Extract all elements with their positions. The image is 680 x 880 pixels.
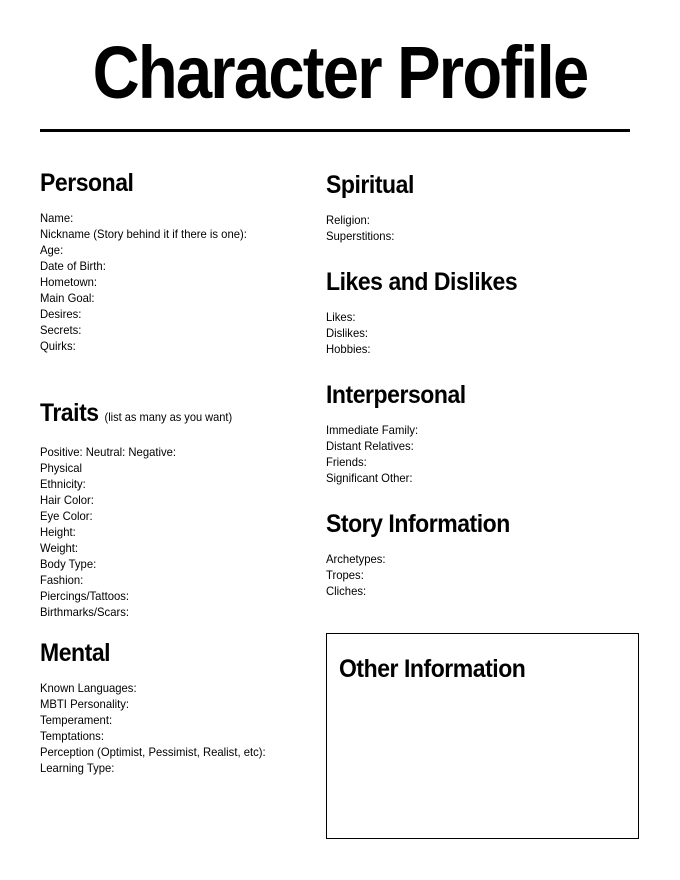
field-label: Nickname (Story behind it if there is one): (40, 227, 247, 241)
field-label: Height: (40, 525, 76, 539)
field-label: Archetypes: (326, 552, 386, 566)
field-label: Name: (40, 211, 74, 225)
section-heading-likes-dislikes: Likes and Dislikes (326, 268, 518, 296)
section-personal (40, 168, 310, 398)
field-label: Birthmarks/Scars: (40, 605, 130, 619)
field-label: Hobbies: (326, 342, 371, 356)
section-story-information (326, 509, 626, 599)
title-divider (40, 129, 630, 132)
field-label: Immediate Family: (326, 423, 419, 437)
field-label: Date of Birth: (40, 259, 106, 273)
field-label: Age: (40, 243, 64, 257)
field-label: Religion: (326, 213, 370, 227)
left-column (40, 168, 310, 776)
field-label: Friends: (326, 455, 367, 469)
field-label: Body Type: (40, 557, 97, 571)
field-label: Temptations: (40, 729, 104, 743)
field-label: Known Languages: (40, 681, 137, 695)
field-label: Desires: (40, 307, 82, 321)
section-spiritual (326, 170, 626, 267)
section-heading-interpersonal: Interpersonal (326, 381, 466, 409)
field-label: Dislikes: (326, 326, 368, 340)
field-label: Physical (40, 461, 83, 475)
field-label: Significant Other: (326, 471, 413, 485)
field-label: Main Goal: (40, 291, 95, 305)
field-list-personal (40, 210, 310, 354)
field-label: Hair Color: (40, 493, 94, 507)
section-likes-dislikes (326, 267, 626, 380)
field-label: Learning Type: (40, 761, 115, 775)
field-list-traits (40, 444, 310, 620)
field-label: Superstitions: (326, 229, 395, 243)
traits-note: (list as many as you want) (104, 410, 233, 424)
section-heading-traits: Traits (list as many as you want) (40, 399, 233, 427)
section-heading-personal: Personal (40, 169, 134, 197)
field-label: Distant Relatives: (326, 439, 414, 453)
field-list-spiritual (326, 212, 626, 244)
section-traits (40, 398, 310, 638)
field-list-mental (40, 680, 310, 776)
right-column (326, 170, 626, 599)
field-label: Quirks: (40, 339, 76, 353)
section-heading-spiritual: Spiritual (326, 171, 414, 199)
field-list-likes-dislikes (326, 309, 626, 357)
section-interpersonal (326, 380, 626, 509)
section-heading-story-information: Story Information (326, 510, 510, 538)
other-information-box (326, 633, 639, 839)
field-label: Tropes: (326, 568, 364, 582)
field-label: Fashion: (40, 573, 84, 587)
section-mental (40, 638, 310, 776)
field-label: Likes: (326, 310, 356, 324)
field-label: MBTI Personality: (40, 697, 130, 711)
field-label: Perception (Optimist, Pessimist, Realist, etc): (40, 745, 266, 759)
field-label: Weight: (40, 541, 79, 555)
field-label: Cliches: (326, 584, 367, 598)
field-list-story-information (326, 551, 626, 599)
field-label: Ethnicity: (40, 477, 86, 491)
section-heading-other-information: Other Information (339, 655, 526, 683)
field-list-interpersonal (326, 422, 626, 486)
field-label: Temperament: (40, 713, 113, 727)
field-label: Hometown: (40, 275, 98, 289)
field-label: Secrets: (40, 323, 82, 337)
field-label: Eye Color: (40, 509, 93, 523)
page-title: Character Profile (92, 31, 588, 114)
section-heading-mental: Mental (40, 639, 111, 667)
field-label: Positive: Neutral: Negative: (40, 445, 177, 459)
field-label: Piercings/Tattoos: (40, 589, 130, 603)
